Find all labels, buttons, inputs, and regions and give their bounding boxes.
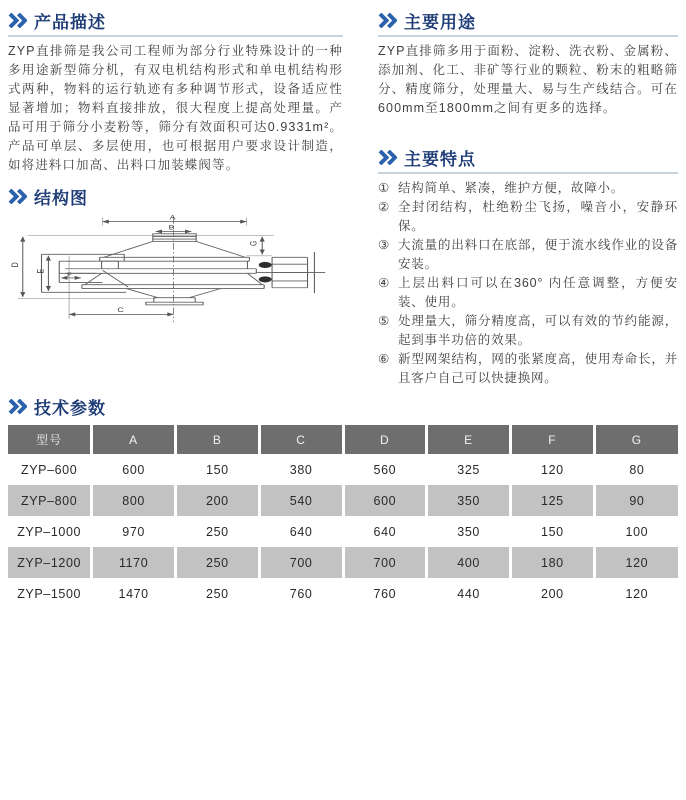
cell-value: 200 <box>176 485 260 516</box>
cell-value: 600 <box>92 454 176 485</box>
col-header-d: D <box>343 425 427 454</box>
heading-divider <box>8 35 343 37</box>
cell-value: 250 <box>176 516 260 547</box>
cell-model: ZYP–1000 <box>8 516 92 547</box>
structure-diagram-drawing <box>8 214 343 360</box>
feature-text: 处理量大，筛分精度高，可以有效的节约能源，起到事半功倍的效果。 <box>398 314 678 347</box>
cell-value: 400 <box>427 547 511 578</box>
cell-value: 700 <box>343 547 427 578</box>
col-header-f: F <box>511 425 595 454</box>
cell-value: 640 <box>343 516 427 547</box>
cell-value: 760 <box>343 578 427 609</box>
cell-value: 350 <box>427 516 511 547</box>
cell-value: 640 <box>259 516 343 547</box>
feature-text: 上层出料口可以在360° 内任意调整，方便安装、使用。 <box>398 276 678 309</box>
feature-text: 结构简单、紧凑，维护方便，故障小。 <box>398 181 625 195</box>
cell-value: 600 <box>343 485 427 516</box>
dim-label-b: B <box>168 223 175 232</box>
dim-label-a: A <box>169 214 176 222</box>
cell-value: 150 <box>176 454 260 485</box>
table-header-row <box>8 425 678 454</box>
feature-number: ⑤ <box>378 314 391 328</box>
cell-model: ZYP–800 <box>8 485 92 516</box>
heading-divider <box>378 172 678 174</box>
cell-value: 180 <box>511 547 595 578</box>
feature-item <box>378 350 678 388</box>
heading-divider <box>378 35 678 37</box>
tech-params-section <box>8 394 678 609</box>
cell-value: 325 <box>427 454 511 485</box>
feature-text: 大流量的出料口在底部，便于流水线作业的设备安装。 <box>398 238 678 271</box>
feature-item <box>378 198 678 236</box>
section-title-main-uses: 主要用途 <box>404 12 476 32</box>
table-row <box>8 485 678 516</box>
col-header-e: E <box>427 425 511 454</box>
feature-item <box>378 312 678 350</box>
section-title-tech-params: 技术参数 <box>34 398 106 418</box>
dim-label-g: G <box>248 240 259 246</box>
col-header-g: G <box>594 425 678 454</box>
cell-value: 120 <box>594 547 678 578</box>
table-row <box>8 578 678 609</box>
cell-value: 350 <box>427 485 511 516</box>
cell-value: 200 <box>511 578 595 609</box>
left-column <box>8 8 343 388</box>
tech-params-table <box>8 425 678 609</box>
section-title-product-description: 产品描述 <box>34 12 106 32</box>
cell-value: 1170 <box>92 547 176 578</box>
cell-value: 970 <box>92 516 176 547</box>
col-header-c: C <box>259 425 343 454</box>
section-heading-main-features <box>378 145 678 169</box>
cell-value: 120 <box>625 586 649 601</box>
section-heading-structure-diagram <box>8 184 343 208</box>
section-title-main-features: 主要特点 <box>404 149 476 169</box>
product-description-text: ZYP直排筛是我公司工程师为部分行业特殊设计的一种多用途新型筛分机，有双电机结构形式和单电机结构形式两种，物料的运行轨迹有多种调节形式，设备适应性显著增加；物料直接排放，很大程度上提高处理量。产品可用于筛分小麦粉等，筛分有效面积可达0.9331m²。产品可单层、多层使用，也可根据用户要求设计制造，如将进料口加高、出料口加装蝶阀等。 <box>8 44 343 172</box>
cell-value: 700 <box>259 547 343 578</box>
dim-label-f: F <box>67 272 72 279</box>
cell-model: ZYP–600 <box>8 454 92 485</box>
feature-number: ① <box>378 181 391 195</box>
dim-label-c: C <box>117 306 124 314</box>
cell-value: 150 <box>511 516 595 547</box>
feature-item <box>378 274 678 312</box>
feature-text: 全封闭结构，杜绝粉尘飞扬，噪音小，安静环保。 <box>398 200 678 233</box>
feature-text: 新型网架结构，网的张紧度高，使用寿命长，并且客户自己可以快捷换网。 <box>398 352 678 385</box>
cell-value: 800 <box>92 485 176 516</box>
cell-value: 250 <box>176 578 260 609</box>
section-heading-tech-params <box>8 394 678 418</box>
double-chevron-icon <box>8 399 27 414</box>
cell-value: 560 <box>343 454 427 485</box>
feature-item <box>378 179 678 198</box>
col-header-b: B <box>176 425 260 454</box>
cell-value: 125 <box>511 485 595 516</box>
cell-value: 380 <box>259 454 343 485</box>
table-row <box>8 516 678 547</box>
dim-label-d: D <box>10 262 21 268</box>
double-chevron-icon <box>378 150 397 165</box>
feature-number: ② <box>378 200 391 214</box>
cell-value: 90 <box>594 485 678 516</box>
section-title-structure-diagram: 结构图 <box>34 188 88 208</box>
cell-value: 440 <box>427 578 511 609</box>
cell-value: 250 <box>176 547 260 578</box>
double-chevron-icon <box>378 13 397 28</box>
double-chevron-icon <box>8 189 27 204</box>
dim-label-e: E <box>35 268 46 274</box>
machine-outline <box>42 234 326 305</box>
cell-value: 540 <box>259 485 343 516</box>
feature-number: ④ <box>378 276 391 290</box>
cell-value: 80 <box>629 462 645 477</box>
main-uses-text: ZYP直排筛多用于面粉、淀粉、洗衣粉、金属粉、添加剂、化工、非矿等行业的颗粒、粉末的粗略筛分、精度筛分，处理量大、易与生产线结合。可在600mm至1800mm之间有更多的选择。 <box>378 44 678 115</box>
dimension-labels <box>10 214 259 314</box>
section-heading-product-description <box>8 8 343 32</box>
col-header-model: 型号 <box>8 425 92 454</box>
section-heading-main-uses <box>378 8 678 32</box>
table-row <box>8 547 678 578</box>
two-column-layout <box>8 8 678 388</box>
feature-number: ⑥ <box>378 352 391 366</box>
double-chevron-icon <box>8 13 27 28</box>
cell-value: 760 <box>259 578 343 609</box>
feature-item <box>378 236 678 274</box>
cell-model: ZYP–1200 <box>8 547 92 578</box>
cell-value: 1470 <box>92 578 176 609</box>
col-header-a: A <box>92 425 176 454</box>
cell-value: 120 <box>511 454 595 485</box>
cell-value: 100 <box>625 524 649 539</box>
feature-list <box>378 179 678 388</box>
feature-number: ③ <box>378 238 391 252</box>
cell-model: ZYP–1500 <box>8 578 92 609</box>
right-column <box>378 8 678 388</box>
table-row <box>8 454 678 485</box>
